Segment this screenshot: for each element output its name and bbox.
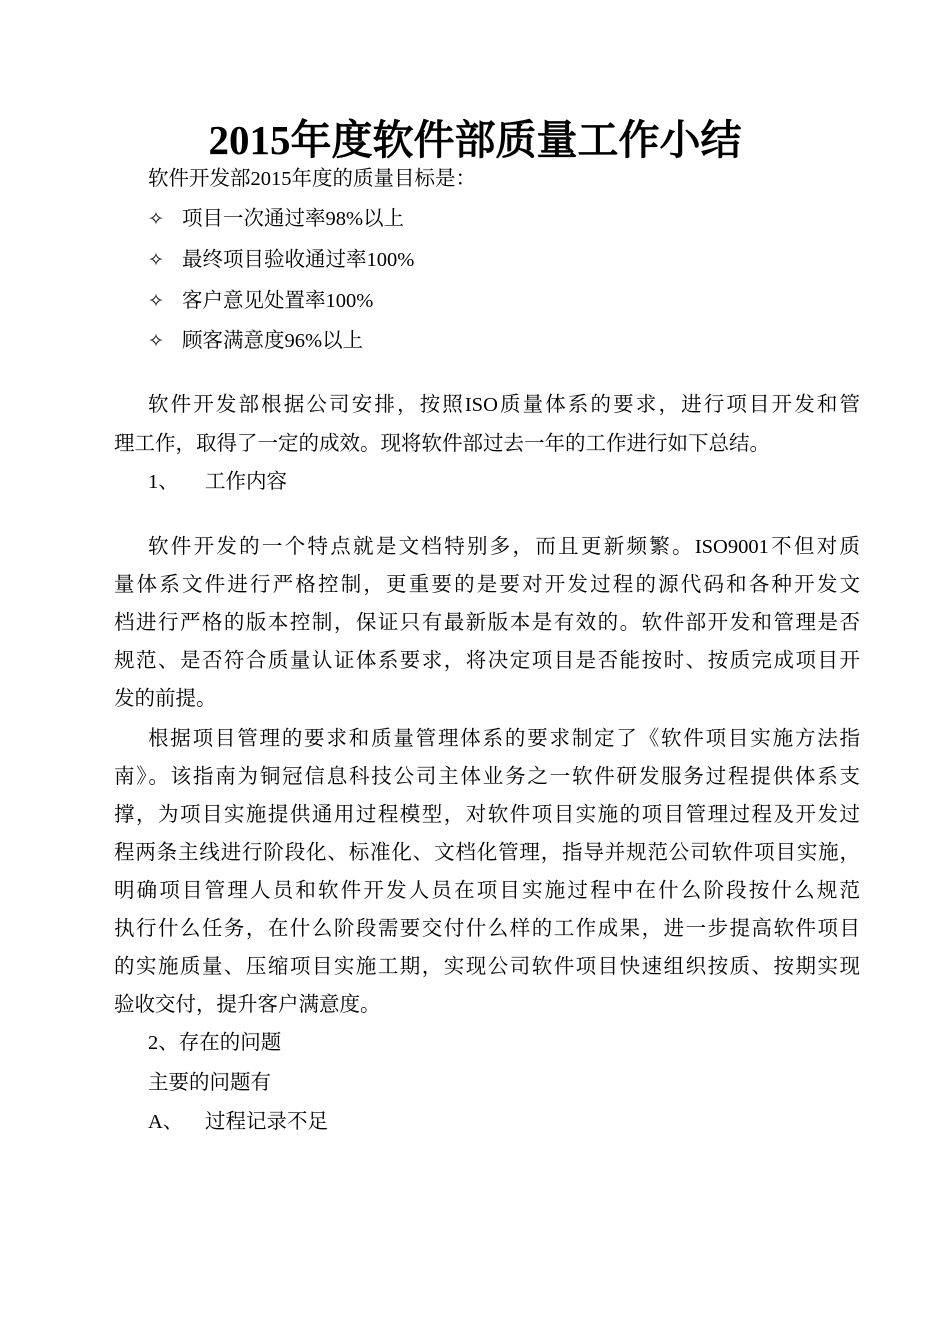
paragraph-line: 明确项目管理人员和软件开发人员在项目实施过程中在什么阶段按什么规范 xyxy=(114,880,860,902)
goal-item xyxy=(148,288,373,314)
section-heading: 2、存在的问题 xyxy=(148,1032,282,1054)
goals-intro: 软件开发部2015年度的质量目标是： xyxy=(148,168,476,190)
paragraph-line: 南》。该指南为铜冠信息科技公司主体业务之一软件研发服务过程提供体系支 xyxy=(114,766,860,788)
paragraph-line: 发的前提。 xyxy=(114,688,217,710)
goal-text: 最终项目验收通过率100% xyxy=(182,249,415,271)
section-heading xyxy=(148,469,287,495)
goal-item xyxy=(148,247,414,273)
star-diamond-bullet-icon: ✧ xyxy=(148,249,164,271)
paragraph-line: 软件开发的一个特点就是文档特别多，而且更新频繁。ISO9001不但对质 xyxy=(148,536,860,558)
paragraph-line: 软件开发部根据公司安排，按照ISO质量体系的要求，进行项目开发和管 xyxy=(148,394,860,416)
goal-text: 客户意见处置率100% xyxy=(182,290,374,312)
paragraph-line: 验收交付，提升客户满意度。 xyxy=(114,994,381,1016)
paragraph-line: 规范、是否符合质量认证体系要求，将决定项目是否能按时、按质完成项目开 xyxy=(114,650,860,672)
star-diamond-bullet-icon: ✧ xyxy=(148,208,164,230)
paragraph-line: 撑，为项目实施提供通用过程模型，对软件项目实施的项目管理过程及开发过 xyxy=(114,804,860,826)
star-diamond-bullet-icon: ✧ xyxy=(148,290,164,312)
goal-text: 顾客满意度96%以上 xyxy=(182,330,364,352)
paragraph-line: 档进行严格的版本控制，保证只有最新版本是有效的。软件部开发和管理是否 xyxy=(114,612,860,634)
paragraph-line: 理工作，取得了一定的成效。现将软件部过去一年的工作进行如下总结。 xyxy=(114,433,770,455)
paragraph-line: 根据项目管理的要求和质量管理体系的要求制定了《软件项目实施方法指 xyxy=(148,728,860,750)
paragraph-line: 程两条主线进行阶段化、标准化、文档化管理，指导并规范公司软件项目实施， xyxy=(114,842,860,864)
section-number: 1、 xyxy=(148,471,179,493)
paragraph-line: 执行什么任务，在什么阶段需要交付什么样的工作成果，进一步提高软件项目 xyxy=(114,918,860,940)
document-title: 2015年度软件部质量工作小结 xyxy=(208,117,742,163)
paragraph-line: 的实施质量、压缩项目实施工期，实现公司软件项目快速组织按质、按期实现 xyxy=(114,956,860,978)
problem-item xyxy=(148,1109,328,1135)
goal-item xyxy=(148,328,363,354)
paragraph-line: 量体系文件进行严格控制，更重要的是要对开发过程的源代码和各种开发文 xyxy=(114,574,860,596)
goal-item xyxy=(148,206,404,232)
section-title: 工作内容 xyxy=(205,471,287,493)
star-diamond-bullet-icon: ✧ xyxy=(148,330,164,352)
problems-intro: 主要的问题有 xyxy=(148,1072,271,1094)
goal-text: 项目一次通过率98%以上 xyxy=(182,208,405,230)
problem-text: 过程记录不足 xyxy=(205,1111,328,1133)
problem-label: A、 xyxy=(148,1111,184,1133)
